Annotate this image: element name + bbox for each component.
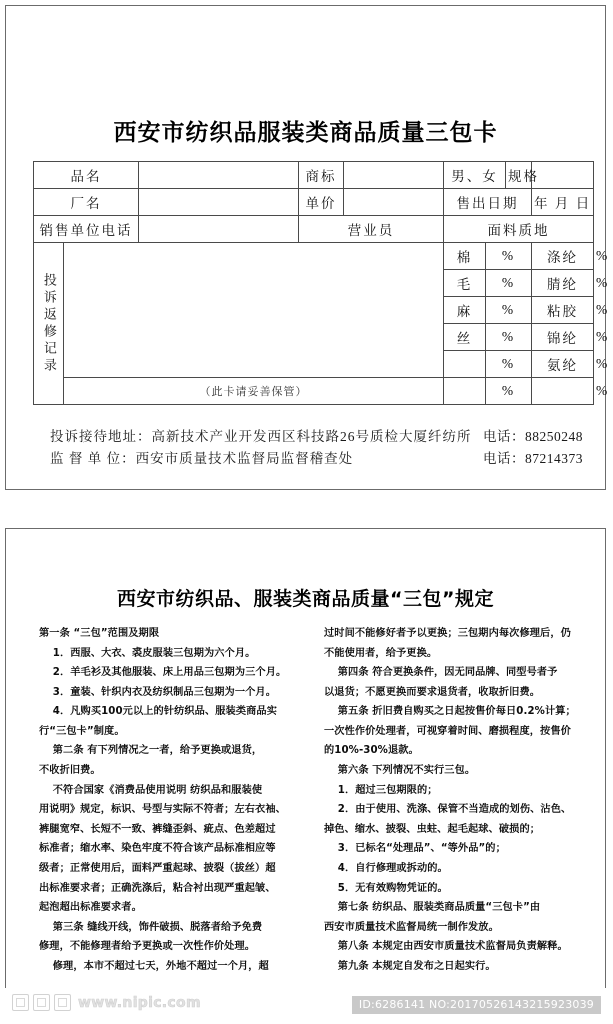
fabric-left-pct-1[interactable]: % xyxy=(486,270,532,297)
supervisor-unit-label: 监 督 单 位：西安市质量技术监督局监督稽查处 xyxy=(50,451,354,467)
contact-row-complaint xyxy=(50,426,583,448)
regulation-line: 裤腿宽窄、长短不一致、裤缝歪斜、疵点、色差超过 xyxy=(39,823,276,835)
regulation-line: 一次性作价处理者，可视穿着时间、磨损程度，按售价 xyxy=(324,725,571,737)
regulation-line: 用说明》规定，标识、号型与实际不符者；左右衣袖、 xyxy=(39,804,286,816)
input-seller-phone[interactable] xyxy=(139,216,299,243)
label-trademark: 商标 xyxy=(299,162,344,189)
regulation-line: 第二条 有下列情况之一者，给予更换或退货， xyxy=(52,745,263,757)
card-form-table xyxy=(33,161,610,405)
regulations-columns xyxy=(39,624,591,976)
regulation-line: 第八条 本规定由西安市质量技术监督局负责解释。 xyxy=(337,941,568,953)
regulation-line: 1．超过三包期限的； xyxy=(337,784,438,796)
table-row: 毛 % 腈纶 % xyxy=(34,270,594,297)
contact-info-block xyxy=(50,426,583,471)
input-factory-name[interactable] xyxy=(139,189,299,216)
regulation-line: 修理，本市不超过七天，外地不超过一个月，超 xyxy=(52,960,269,972)
table-row: % 氨纶 % xyxy=(34,351,594,378)
label-factory-name: 厂名 xyxy=(34,189,139,216)
nipic-logo-glyph-3-icon xyxy=(54,994,71,1011)
regulation-line: 不收折旧费。 xyxy=(39,765,101,777)
regulation-line: 2．由于使用、洗涤、保管不当造成的划伤、沾色、 xyxy=(337,804,572,816)
card-form-table-wrapper xyxy=(33,161,610,405)
table-row: 投诉返修记录 棉 % 涤纶 % xyxy=(34,243,594,270)
label-product-name: 品名 xyxy=(34,162,139,189)
fabric-right-name-2: 粘胶 xyxy=(532,297,594,324)
fabric-right-name-3: 锦纶 xyxy=(532,324,594,351)
fabric-left-pct-5[interactable]: % xyxy=(486,378,532,405)
regulation-line: 5．无有效购物凭证的。 xyxy=(337,882,448,894)
regulation-line: 第九条 本规定自发布之日起实行。 xyxy=(337,960,496,972)
label-unit-price: 单价 xyxy=(299,189,344,216)
input-spec[interactable] xyxy=(532,162,594,189)
fabric-right-name-0: 涤纶 xyxy=(532,243,594,270)
fabric-left-pct-0[interactable]: % xyxy=(486,243,532,270)
regulation-line: 行“三包卡”制度。 xyxy=(39,725,125,737)
regulation-line: 过时间不能修好者予以更换；三包期内每次修理后，仍 xyxy=(324,628,571,639)
regulation-line: 3．童装、针织内衣及纺织制品三包期为一个月。 xyxy=(52,686,276,698)
input-unit-price[interactable] xyxy=(344,189,444,216)
complaint-record-vertical-text: 投诉返修记录 xyxy=(41,272,57,375)
supervisor-phone: 电话：87214373 xyxy=(483,451,583,467)
regulation-line: 第五条 折旧费自购买之日起按售价每日0.2%计算； xyxy=(337,706,576,718)
regulations-left-column xyxy=(39,624,306,976)
contact-row-supervisor xyxy=(50,448,583,470)
label-clerk: 营业员 xyxy=(299,216,444,243)
three-guarantee-card-panel xyxy=(5,5,610,490)
regulations-panel xyxy=(5,528,606,1019)
fabric-right-name-4: 氨纶 xyxy=(532,351,594,378)
table-row xyxy=(34,162,594,189)
regulation-line: 不能使用者，给予更换。 xyxy=(324,647,438,659)
regulation-line: 2．羊毛衫及其他服装、床上用品三包期为三个月。 xyxy=(52,667,287,679)
fabric-right-name-1: 腈纶 xyxy=(532,270,594,297)
label-sale-date: 售出日期 xyxy=(444,189,532,216)
regulations-title: 西安市纺织品、服装类商品质量“三包”规定 xyxy=(117,588,494,610)
regulation-line: 3．已标名“处理品”、“等外品”的； xyxy=(337,843,506,855)
regulation-line: 修理，不能修理者给予更换或一次性作价处理。 xyxy=(39,941,256,953)
regulation-line: 起泡超出标准要求者。 xyxy=(39,902,142,914)
nipic-logo-glyph-2-icon xyxy=(33,994,50,1011)
table-row xyxy=(34,189,594,216)
watermark-url: www.nipic.com xyxy=(78,994,201,1011)
table-row: 丝 % 锦纶 % xyxy=(34,324,594,351)
regulation-line: 以退货；不愿更换而要求退货者，收取折旧费。 xyxy=(324,686,541,698)
fabric-right-name-5 xyxy=(532,378,594,405)
nipic-logo-glyph-1-icon xyxy=(12,994,29,1011)
label-seller-phone: 销售单位电话 xyxy=(34,216,139,243)
regulation-line: 1．西服、大衣、裘皮服装三包期为六个月。 xyxy=(52,647,256,659)
regulation-line: 标准者；缩水率、染色牢度不符合该产品标准相应等 xyxy=(39,843,276,855)
watermark-logo-group xyxy=(12,994,201,1011)
regulation-line: 4．凡购买100元以上的针纺织品、服装类商品实 xyxy=(52,706,277,718)
keep-card-note-cell xyxy=(64,378,444,405)
regulation-line: 第三条 缝线开线，饰件破损、脱落者给予免费 xyxy=(52,921,263,933)
input-complaint-record-area[interactable] xyxy=(64,243,444,378)
regulation-line: 第四条 符合更换条件，因无同品牌、同型号者予 xyxy=(337,667,558,679)
fabric-left-name-4 xyxy=(444,351,486,378)
card-title: 西安市纺织品服装类商品质量三包卡 xyxy=(113,120,498,146)
regulation-line: 4．自行修理或拆动的。 xyxy=(337,862,448,874)
watermark-id: ID:6286141 NO:20170526143215923039 xyxy=(352,996,601,1014)
regulation-line: 西安市质量技术监督局统一制作发放。 xyxy=(324,921,499,933)
regulation-line: 的10%-30%退款。 xyxy=(324,745,419,757)
regulation-line: 级者；正常使用后，面料严重起球、披裂（拔丝）超 xyxy=(39,862,276,874)
label-fabric-material: 面料质地 xyxy=(444,216,594,243)
input-trademark[interactable] xyxy=(344,162,444,189)
regulation-line: 不符合国家《消费品使用说明 纺织品和服装使 xyxy=(52,784,263,796)
table-row: 麻 % 粘胶 % xyxy=(34,297,594,324)
label-complaint-record xyxy=(34,243,64,405)
regulation-line: 掉色、缩水、披裂、虫蛀、起毛起球、破损的； xyxy=(324,823,541,835)
input-sale-date-ymd[interactable]: 年 月 日 xyxy=(532,189,594,216)
fabric-left-pct-3[interactable]: % xyxy=(486,324,532,351)
input-product-name[interactable] xyxy=(139,162,299,189)
regulation-line: 第一条 “三包”范围及期限 xyxy=(39,628,160,639)
fabric-left-name-3: 丝 xyxy=(444,324,486,351)
regulation-line: 第六条 下列情况不实行三包。 xyxy=(337,765,476,777)
regulation-line: 出标准要求者；正确洗涤后，粘合衬出现严重起皱、 xyxy=(39,882,276,894)
regulation-line: 第七条 纺织品、服装类商品质量“三包卡”由 xyxy=(337,902,541,914)
table-row xyxy=(34,216,594,243)
label-gender: 男、女 xyxy=(444,162,506,189)
watermark-footer xyxy=(0,988,613,1024)
keep-card-note: （此卡请妥善保管） xyxy=(199,386,308,398)
fabric-left-pct-2[interactable]: % xyxy=(486,297,532,324)
fabric-left-name-0: 棉 xyxy=(444,243,486,270)
complaint-address-label: 投诉接待地址：高新技术产业开发西区科技路26号质检大厦纤纺所 xyxy=(50,429,472,444)
table-row: （此卡请妥善保管） % % xyxy=(34,378,594,405)
fabric-left-pct-4[interactable]: % xyxy=(486,351,532,378)
complaint-phone: 电话：88250248 xyxy=(483,429,583,444)
label-spec: 规格 xyxy=(506,162,532,189)
fabric-left-name-1: 毛 xyxy=(444,270,486,297)
fabric-left-name-5 xyxy=(444,378,486,405)
fabric-left-name-2: 麻 xyxy=(444,297,486,324)
regulations-right-column xyxy=(324,624,591,976)
